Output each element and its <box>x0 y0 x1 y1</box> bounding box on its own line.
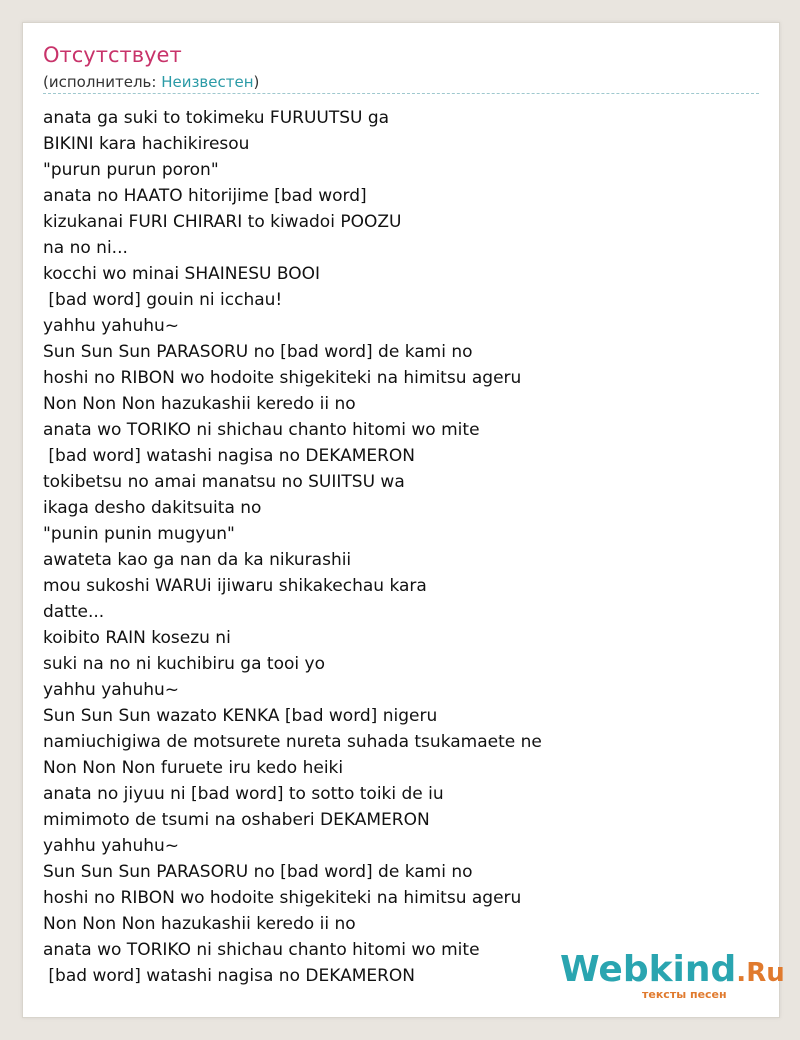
lyric-line: anata wo TORIKO ni shichau chanto hitomi wo mite <box>43 420 480 440</box>
logo-tld: Ru <box>746 958 785 988</box>
lyric-line: koibito RAIN kosezu ni <box>43 628 231 648</box>
lyric-line: mou sukoshi WARUi ijiwaru shikakechau kara <box>43 576 427 596</box>
lyric-line: yahhu yahuhu~ <box>43 680 180 700</box>
lyric-line: Sun Sun Sun PARASORU no [bad word] de kami no <box>43 342 473 362</box>
artist-link[interactable]: Неизвестен <box>161 73 254 91</box>
lyric-line: [bad word] gouin ni icchau! <box>43 290 283 310</box>
lyric-line: Sun Sun Sun PARASORU no [bad word] de kami no <box>43 862 473 882</box>
lyrics-text <box>43 105 542 989</box>
logo-name: Webkind <box>560 949 737 990</box>
lyric-line: anata ga suki to tokimeku FURUUTSU ga <box>43 108 390 128</box>
lyric-line: [bad word] watashi nagisa no DEKAMERON <box>43 966 416 986</box>
lyric-line: hoshi no RIBON wo hodoite shigekiteki na himitsu ageru <box>43 888 522 908</box>
lyric-line: yahhu yahuhu~ <box>43 316 180 336</box>
song-title: Отсутствует <box>43 43 182 67</box>
logo-tagline: тексты песен <box>642 988 727 1001</box>
lyrics-card <box>22 22 780 1018</box>
lyric-line: [bad word] watashi nagisa no DEKAMERON <box>43 446 416 466</box>
lyric-line: suki na no ni kuchibiru ga tooi yo <box>43 654 325 674</box>
lyric-line: datte... <box>43 602 105 622</box>
lyric-line: hoshi no RIBON wo hodoite shigekiteki na himitsu ageru <box>43 368 522 388</box>
lyric-line: Non Non Non hazukashii keredo ii no <box>43 394 356 414</box>
lyric-line: "purun purun poron" <box>43 160 219 180</box>
lyric-line: anata no HAATO hitorijime [bad word] <box>43 186 367 206</box>
logo-dot: . <box>736 958 747 988</box>
artist-prefix: (исполнитель: <box>43 73 162 91</box>
lyric-line: Non Non Non hazukashii keredo ii no <box>43 914 356 934</box>
lyric-line: anata no jiyuu ni [bad word] to sotto toiki de iu <box>43 784 444 804</box>
lyric-line: awateta kao ga nan da ka nikurashii <box>43 550 352 570</box>
lyric-line: ikaga desho dakitsuita no <box>43 498 262 518</box>
lyric-line: kocchi wo minai SHAINESU BOOI <box>43 264 320 284</box>
lyric-line: na no ni... <box>43 238 128 258</box>
lyric-line: mimimoto de tsumi na oshaberi DEKAMERON <box>43 810 430 830</box>
lyric-line: "punin punin mugyun" <box>43 524 235 544</box>
webkind-logo[interactable] <box>560 949 785 1001</box>
artist-suffix: ) <box>253 73 260 91</box>
lyric-line: tokibetsu no amai manatsu no SUIITSU wa <box>43 472 405 492</box>
lyric-line: Sun Sun Sun wazato KENKA [bad word] nigeru <box>43 706 438 726</box>
logo-wordmark <box>560 950 785 993</box>
lyric-line: kizukanai FURI CHIRARI to kiwadoi POOZU <box>43 212 402 232</box>
lyric-line: Non Non Non furuete iru kedo heiki <box>43 758 344 778</box>
artist-line <box>43 73 259 91</box>
lyric-line: BIKINI kara hachikiresou <box>43 134 250 154</box>
lyric-line: anata wo TORIKO ni shichau chanto hitomi wo mite <box>43 940 480 960</box>
lyric-line: yahhu yahuhu~ <box>43 836 180 856</box>
lyric-line: namiuchigiwa de motsurete nureta suhada tsukamaete ne <box>43 732 542 752</box>
divider <box>43 93 759 94</box>
